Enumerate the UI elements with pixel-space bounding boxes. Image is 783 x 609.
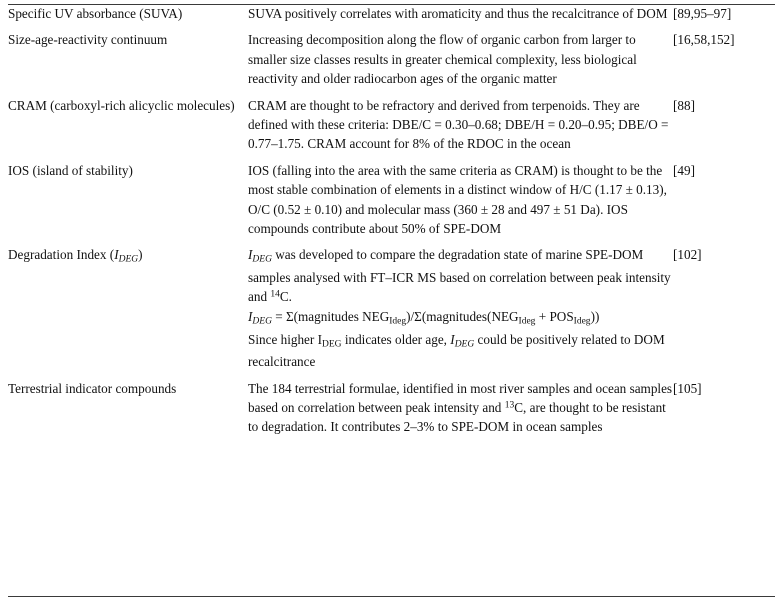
term-cell: Specific UV absorbance (SUVA) — [8, 6, 183, 21]
term-text-prefix: Degradation Index ( — [8, 247, 115, 263]
reference-cell: [105] — [673, 380, 702, 396]
reference-cell: [88] — [673, 97, 695, 113]
table-row — [8, 161, 775, 241]
description-cell: CRAM are thought to be refractory and derived from terpenoids. They are defined with these criteria: DBE/C = 0.30–0.68; DBE/H = 0.20–0.95; DBE/O = 0.77–1.75. CRAM account for 8% of the RDOC in the ocean — [248, 97, 669, 152]
term-text-suffix: ) — [138, 247, 143, 263]
description-cell: Increasing decomposition along the flow of organic carbon from larger to smaller size classes results in greater chemical complexity, less biological reactivity and older radiocarbon ages of the organic matter — [248, 32, 637, 87]
reference-cell: [49] — [673, 162, 695, 178]
formula-line: $I_{DEG}$ = Σ(magnitudes $NEG_{Ideg})/\Sigma(magnitudes(NEG_{Ideg} + POS_{Ideg}))$ — [248, 308, 600, 327]
table-top-rule — [8, 4, 775, 5]
table-row — [8, 245, 775, 373]
reference-cell: [89,95–97] — [673, 6, 732, 21]
reference-cell: [102] — [673, 247, 702, 263]
definitions-table — [8, 4, 775, 439]
description-cell — [248, 245, 673, 373]
table-bottom-rule — [8, 596, 775, 597]
description-cell: The 184 terrestrial formulae, identified in most river samples and ocean samples based on correlation between peak intensity and $^{13}$C, are thought to be resistant to degradation. It contributes 2–3% to SPE-DOM in ocean samples — [248, 380, 673, 435]
term-cell: Size-age-reactivity continuum — [8, 32, 168, 48]
description-paragraph: $I_{DEG}$ was developed to compare the degradation state of marine SPE-DOM samples analysed with FT–ICR MS based on correlation between peak intensity and $^{14}$C. — [248, 247, 671, 305]
table-row — [8, 30, 775, 90]
term-cell: Terrestrial indicator compounds — [8, 380, 177, 396]
description-cell: IOS (falling into the area with the same criteria as CRAM) is thought to be the most stable combination of elements in a distinct window of H/C (1.17 ± 0.13), O/C (0.52 ± 0.10) and molecular mass (360 ± 28 and 497 ± 51 Da). IOS compounds contribute about 50% of SPE-DOM — [248, 162, 667, 237]
table-row — [8, 96, 775, 156]
term-cell: IOS (island of stability) — [8, 162, 133, 178]
description-tail: Since higher $I_{DEG}$ indicates older age, $I_{DEG}$ could be positively related to DOM recalcitrance — [248, 331, 665, 370]
term-symbol-i: I — [114, 247, 119, 263]
term-cell — [8, 245, 248, 373]
reference-cell: [16,58,152] — [673, 32, 735, 48]
term-symbol-subscript: DEG — [118, 255, 139, 266]
table-row — [8, 4, 775, 25]
table-page — [0, 4, 783, 609]
description-cell: SUVA positively correlates with aromaticity and thus the recalcitrance of DOM — [248, 6, 668, 21]
term-cell: CRAM (carboxyl-rich alicyclic molecules) — [8, 97, 235, 113]
table-row — [8, 379, 775, 439]
